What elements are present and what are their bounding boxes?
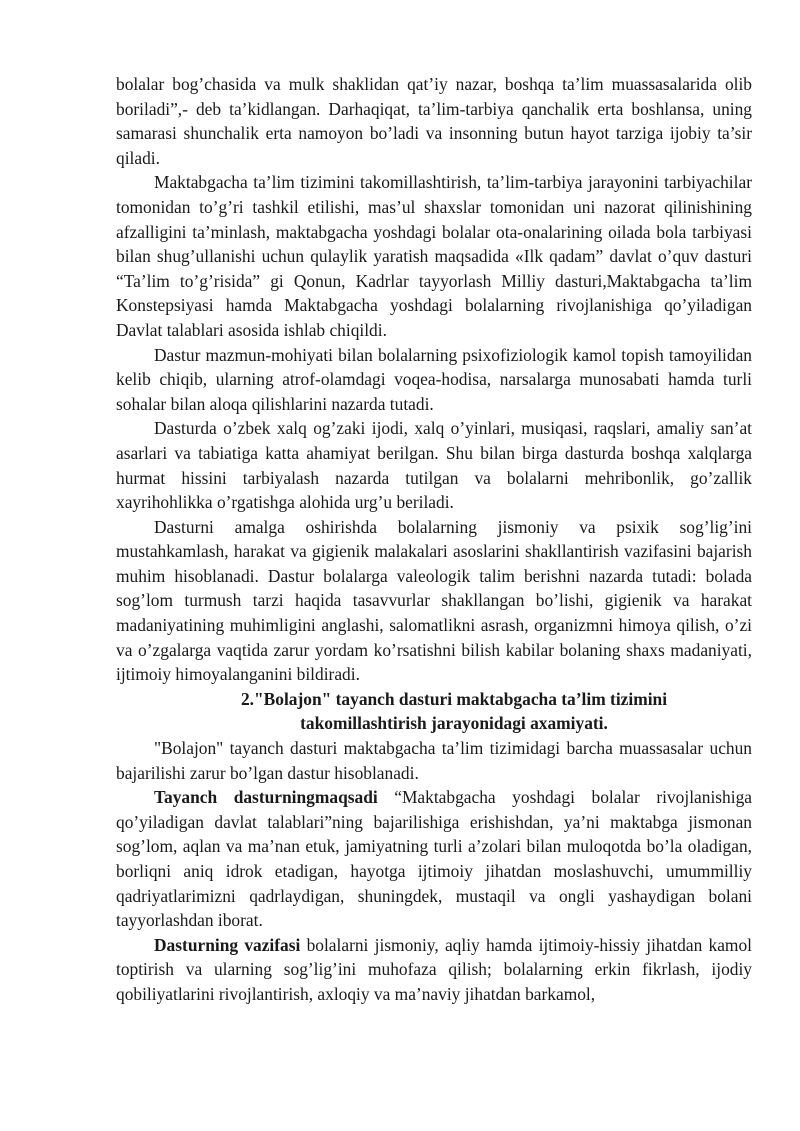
- paragraph-program-goal: [116, 785, 752, 933]
- paragraph-program-tasks: [116, 933, 752, 1007]
- paragraph-program-essence: Dastur mazmun-mohiyati bilan bolalarning psixofiziologik kamol topish tamoyilidan kelib chiqib, ularning atrof-olamdagi voqea-hodisa, narsalarga munosabati hamda turli sohalar bilan aloqa qilishlarini nazarda tutadi.: [116, 344, 752, 414]
- section-heading: [116, 687, 752, 736]
- section-heading-line-1: 2."Bolajon" tayanch dasturi maktabgacha ta’lim tizimini: [240, 688, 668, 709]
- document-page: [116, 72, 752, 1007]
- paragraph-intro: bolalar bog’chasida va mulk shaklidan qat’iy nazar, boshqa ta’lim muassasalarida olib boriladi”,- deb ta’kidlangan. Darhaqiqat, ta’lim-tarbiya qanchalik erta boshlansa, uning samarasi shunchalik erta namoyon bo’ladi va insonning butun hayot tarziga ijobiy ta’sir qiladi.: [116, 74, 752, 168]
- program-goal-text: “Maktabgacha yoshdagi bolalar rivojlanishiga qo’yiladigan davlat talablari”ning bajarilishiga erishishdan, ya’ni maktabga jismonan sog’lom, aqlan va ma’nan etuk, jamiyatning turli a’zolari bilan muloqotda bo’la oladigan, borliqni aniq idrok etadigan, hayotga ijtimoiy jihatdan moslashuvchi, umummilliy qadriyatlarimizni qadrlaydigan, shuningdek, mustaqil va ongli yashaydigan bolani tayyorlashdan iborat.: [116, 787, 752, 931]
- paragraph-folk-art: Dasturda o’zbek xalq og’zaki ijodi, xalq o’yinlari, musiqasi, raqslari, amaliy san’at asarlari va tabiatiga katta ahamiyat berilgan. Shu bilan birga dasturda boshqa xalqlarga hurmat hissini tarbiyalash nazarda tutilgan va bolalarni mehribonlik, go’zallik xayrihohlikka o’rgatishga alohida urg’u beriladi.: [116, 418, 752, 513]
- paragraph-bolajon-program: "Bolajon" tayanch dasturi maktabgacha ta’lim tizimidagi barcha muassasalar uchun bajarilishi zarur bo’lgan dastur hisoblanadi.: [116, 738, 752, 783]
- section-heading-line-2: takomillashtirish jarayonidagi axamiyati.: [300, 713, 608, 734]
- program-tasks-label: Dasturning vazifasi: [154, 934, 301, 955]
- paragraph-preschool-improvement: Maktabgacha ta’lim tizimini takomillashtirish, ta’lim-tarbiya jarayonini tarbiyachilar tomonidan to’g’ri tashkil etilishi, mas’ul shaxslar tomonidan uni nazorat qilinishining afzalligini ta’minlash, maktabgacha yoshdagi bolalar ota-onalarining oilada bola tarbiyasi bilan shug’ullanishi uchun qulaylik yaratish maqsadida «Ilk qadam” davlat o’quv dasturi “Ta’lim to’g’risida” gi Qonun, Kadrlar tayyorlash Milliy dasturi,Maktabgacha ta’lim Konstepsiyasi hamda Maktabgacha yoshdagi bolalarning rivojlanishiga qo’yiladigan Davlat talablari asosida ishlab chiqildi.: [116, 172, 752, 340]
- paragraph-health: Dasturni amalga oshirishda bolalarning jismoniy va psixik sog’lig’ini mustahkamlash, harakat va gigienik malakalari asoslarini shakllantirish vazifasini bajarish muhim hisoblanadi. Dastur bolalarga valeologik talim berishni nazarda tutadi: bolada sog’lom turmush tarzi haqida tasavvurlar shakllangan bo’lishi, gigienik va harakat madaniyatining muhimligini anglashi, salomatlikni asrash, organizmni himoya qilish, o’zi va o’zgalarga vaqtida zarur yordam ko’rsatishni bilish kabilar bolaning shaxs madaniyati, ijtimoiy himoyalanganini bildiradi.: [116, 516, 752, 685]
- program-tasks-text: bolalarni jismoniy, aqliy hamda ijtimoiy-hissiy jihatdan kamol toptirish va ularning sog’lig’ini muhofaza qilish; bolalarning erkin fikrlash, ijodiy qobiliyatlarini rivojlantirish, axloqiy va ma’naviy jihatdan barkamol,: [116, 934, 752, 1004]
- program-goal-label: Tayanch dasturningmaqsadi: [154, 787, 378, 808]
